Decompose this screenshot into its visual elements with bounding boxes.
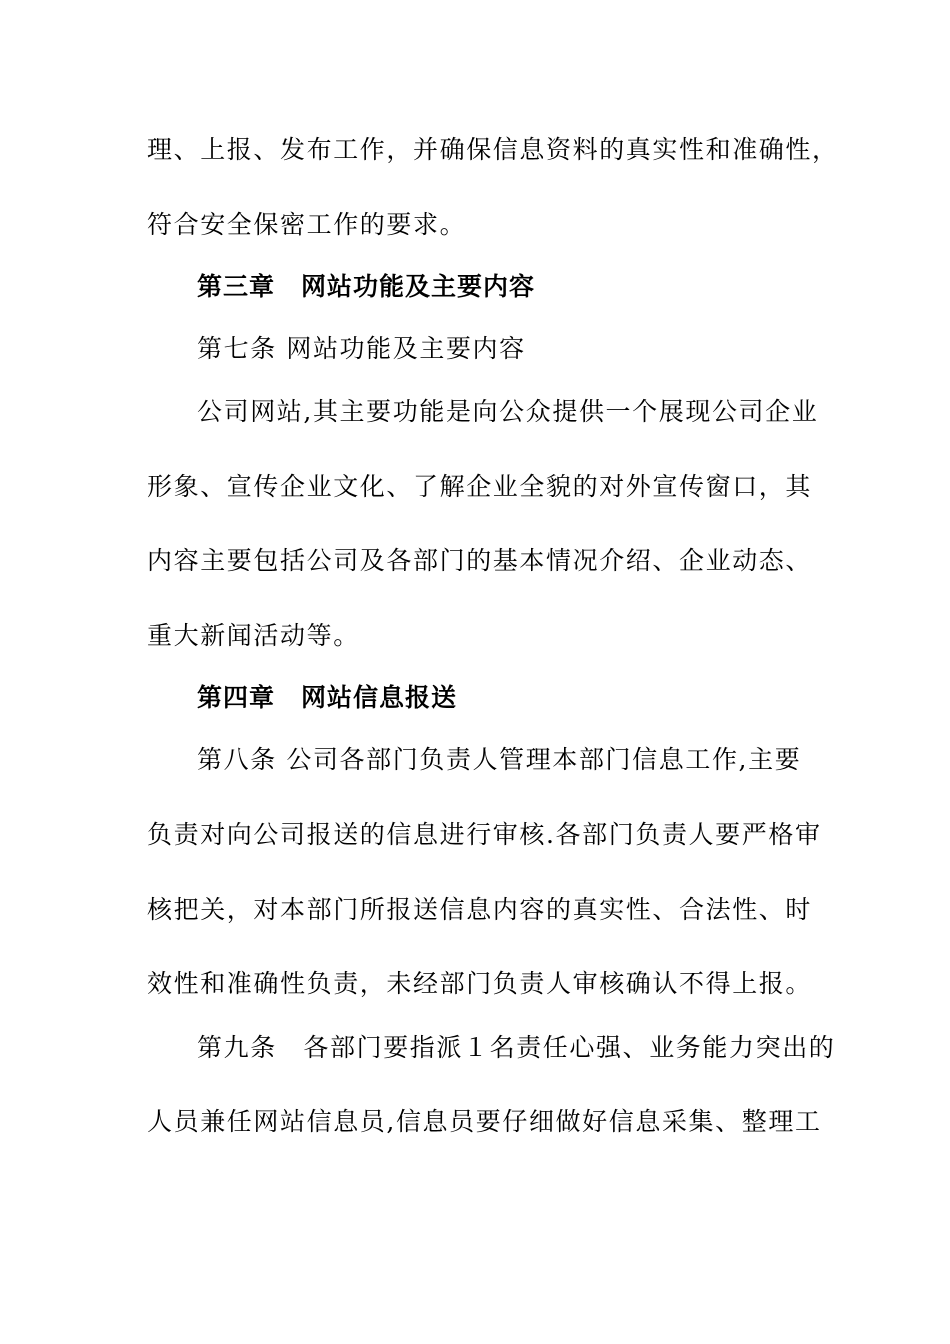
body-text-line: 核把关，对本部门所报送信息内容的真实性、合法性、时 <box>147 895 813 924</box>
body-text-line: 符合安全保密工作的要求。 <box>147 210 467 239</box>
body-text-line: 理、上报、发布工作，并确保信息资料的真实性和准确性， <box>147 135 839 164</box>
body-text-line: 内容主要包括公司及各部门的基本情况介绍、企业动态、 <box>147 546 813 575</box>
body-text-line: 效性和准确性负责，未经部门负责人审核确认不得上报。 <box>147 969 813 998</box>
chapter-heading: 第四章 网站信息报送 <box>197 683 458 712</box>
body-text-line: 公司网站,其主要功能是向公众提供一个展现公司企业 <box>197 397 819 426</box>
chapter-heading: 第三章 网站功能及主要内容 <box>197 272 536 301</box>
article-title: 第七条 网站功能及主要内容 <box>197 334 526 363</box>
body-text-line: 人员兼任网站信息员,信息员要仔细做好信息采集、整理工 <box>147 1107 822 1136</box>
body-text-line: 负责对向公司报送的信息进行审核.各部门负责人要严格审 <box>147 820 822 849</box>
article-paragraph-start: 第九条 各部门要指派１名责任心强、业务能力突出的 <box>197 1033 836 1062</box>
article-paragraph-start: 第八条 公司各部门负责人管理本部门信息工作,主要 <box>197 745 802 774</box>
body-text-line: 形象、宣传企业文化、了解企业全貌的对外宣传窗口，其 <box>147 472 813 501</box>
body-text-line: 重大新闻活动等。 <box>147 621 360 650</box>
